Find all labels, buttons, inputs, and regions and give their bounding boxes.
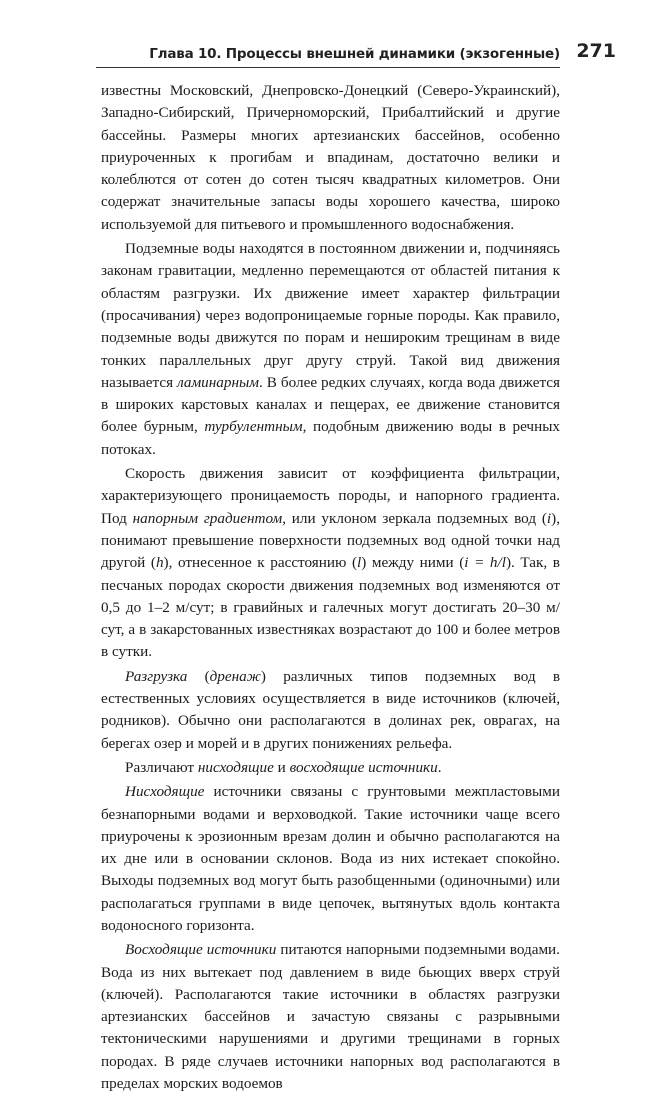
text-run: ), понимают превышение поверхности подземных вод одной точки над другой ( xyxy=(101,509,560,572)
paragraph xyxy=(101,666,560,755)
text-run: Скорость движения зависит от коэффициента фильтрации, характеризующего проницаемость породы, и напорного градиента. Под xyxy=(101,465,560,527)
paragraph xyxy=(101,463,560,664)
text-run: , или уклоном зеркала подземных вод ( xyxy=(282,509,547,527)
text-run: ), отнесенное к расстоянию ( xyxy=(163,554,358,572)
text-run: ( xyxy=(187,667,210,685)
italic-term: h xyxy=(155,554,164,572)
italic-term: i xyxy=(546,509,552,527)
text-run: и xyxy=(273,758,290,776)
page-number: 271 xyxy=(576,40,616,62)
text-run: питаются напорными подземными водами. Вода из них вытекает под давлением в виде бьющих вверх струй (ключей). Располагаются такие источники в областях разгрузки артезианских бассейнов и зачастую связаны с разрывными тектоническими нарушениями и другими трещинами в горных породах. В ряде случаев источники напорных вод располагаются в пределах морских водоемов xyxy=(101,941,560,1093)
text-run: Различают xyxy=(125,758,198,776)
text-run: ) различных типов подземных вод в естественных условиях осуществляется в виде источников (ключей, родников). Обычно они располагаются в долинах рек, оврагах, на берегах озер и морей и в других понижениях рельефа. xyxy=(101,667,560,752)
paragraph xyxy=(101,939,560,1095)
header-rule xyxy=(96,67,560,68)
body-text xyxy=(101,80,560,1097)
text-run: . xyxy=(437,758,442,776)
paragraph xyxy=(101,781,560,937)
italic-term: l xyxy=(357,554,362,572)
italic-term: нисходящие xyxy=(197,758,274,776)
text-run: ) между ними ( xyxy=(361,554,465,572)
paragraph xyxy=(101,80,560,236)
italic-term: напорным градиентом xyxy=(132,509,283,527)
paragraph xyxy=(101,238,560,461)
text-run: Подземные воды находятся в постоянном движении и, подчиняясь законам гравитации, медленно перемещаются от областей питания к областям разгрузки. Их движение имеет характер фильтрации (просачивания) через водопроницаемые горные породы. Как правило, подземные воды движутся по порам и неширoким трещинам в виде тонких параллельных друг другу струй. Такой вид движения называется xyxy=(101,240,560,391)
italic-term: восходящие источники xyxy=(289,758,438,776)
italic-term: турбулентным xyxy=(204,418,303,436)
text-run: источники связаны с грунтовыми межпластовыми безнапорными водами и верховодкой. Такие источники чаще всего приурочены к эрозионным врезам долин и обычно располагаются на их дне или в основании склонов. Вода из них истекает спокойно. Выходы подземных вод могут быть разобщенными (одиночными) или располагаться группами в виде цепочек, вытянутых вдоль контакта водоносного горизонта. xyxy=(101,783,560,934)
italic-term: ламинарным xyxy=(177,373,259,391)
text-run: ). Так, в песчаных породах скорости движения подземных вод изменяются от 0,5 до 1–2 м/сут; в гравийных и галечных могут достигать 20–30 м/сут, а в закарстованных известняках возрастают до 100 и более метров в сутки. xyxy=(101,554,560,661)
running-head: Глава 10. Процессы внешней динамики (экзогенные) xyxy=(149,46,560,62)
italic-term: Нисходящие xyxy=(125,783,205,801)
italic-term: i = h/l xyxy=(464,554,506,572)
paragraph xyxy=(101,757,560,779)
text-run: , подобным движению воды в речных потоках. xyxy=(101,418,560,458)
italic-term: дренаж xyxy=(209,667,261,685)
italic-term: Восходящие источники xyxy=(125,941,277,959)
italic-term: Разгрузка xyxy=(125,667,188,685)
page-header xyxy=(96,40,616,70)
text-run: известны Московский, Днепровско-Донецкий (Северо-Украинский), Западно-Сибирский, Причерноморский, Прибалтийский и другие бассейны. Размеры многих артезианских бассейнов, особенно приуроченных к прогибам и впадинам, достаточно велики и колеблются от сотен до сотен тысяч квадратных километров. Они содержат значительные запасы воды хорошего качества, широко используемой для питьевого и промышленного водоснабжения. xyxy=(101,82,560,233)
text-run: . В более редких случаях, когда вода движется в широких карстовых каналах и пещерах, ее движение становится более бурным, xyxy=(101,373,561,436)
